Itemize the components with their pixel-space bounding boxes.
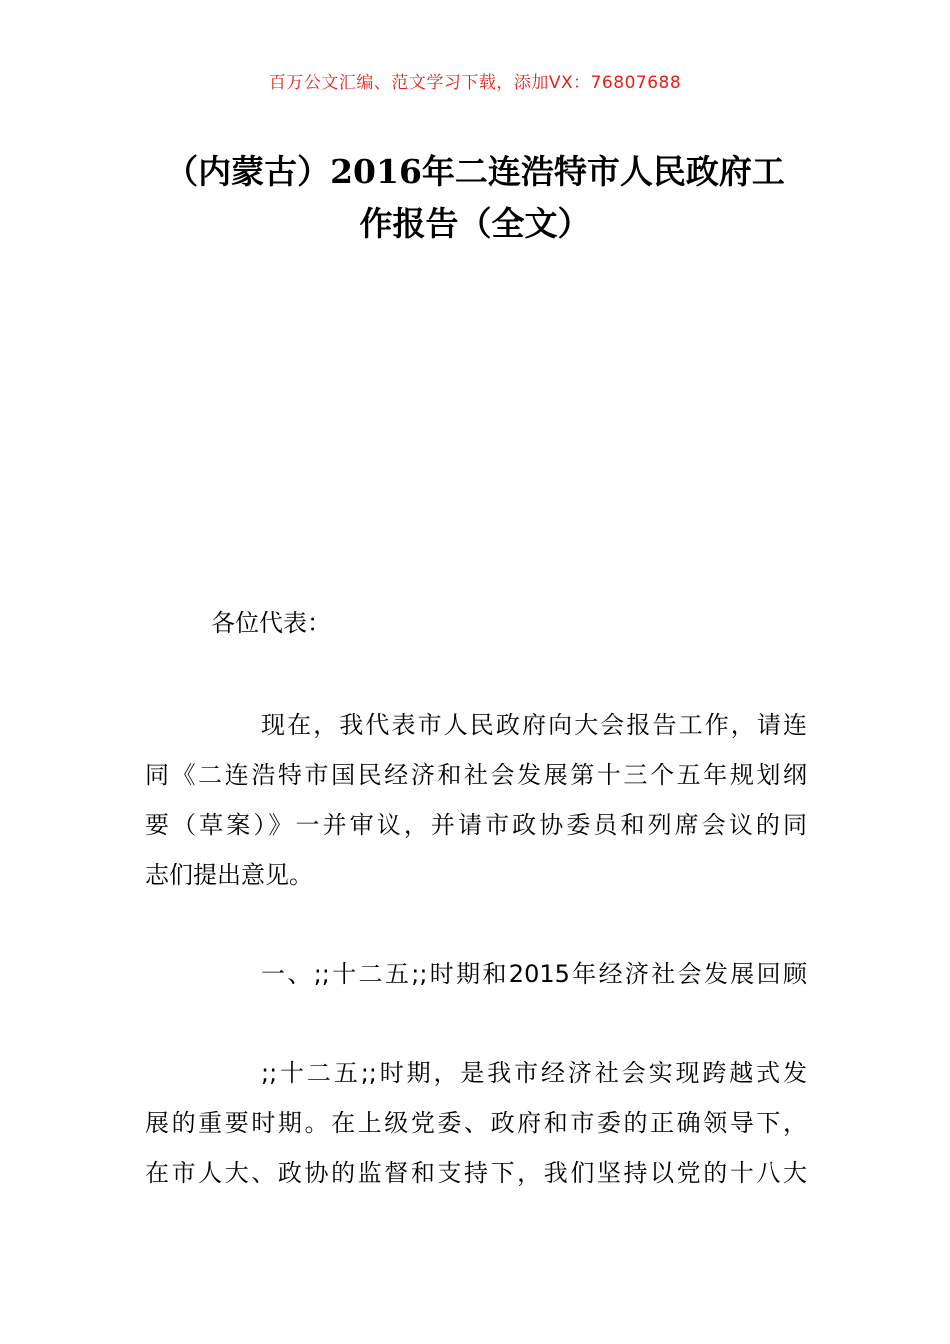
document-title: [145, 146, 805, 250]
paragraph-line: 现在，我代表市人民政府向大会报告工作，请连: [261, 711, 807, 739]
salutation: 各位代表：: [211, 609, 331, 637]
paragraph-review: [145, 1048, 807, 1198]
paragraph-line: 志们提出意见。: [145, 861, 313, 889]
paragraph-line: 同《二连浩特市国民经济和社会发展第十三个五年规划纲: [145, 761, 807, 789]
paragraph-opening: [145, 700, 807, 900]
title-line-2: 作报告（全文）: [359, 204, 591, 243]
title-line-1: （内蒙古）2016年二连浩特市人民政府工: [165, 152, 785, 191]
paragraph-line: 在市人大、政协的监督和支持下，我们坚持以党的十八大: [145, 1159, 807, 1187]
paragraph-line: ;;十二五;;时期，是我市经济社会实现跨越式发: [261, 1059, 807, 1087]
header-contact-note: 百万公文汇编、范文学习下载，添加VX：76807688: [268, 73, 682, 93]
paragraph-line: 要（草案）》一并审议，并请市政协委员和列席会议的同: [145, 811, 807, 839]
paragraph-line: 展的重要时期。在上级党委、政府和市委的正确领导下，: [145, 1109, 807, 1137]
section-heading-text: 一、;;十二五;;时期和2015年经济社会发展回顾: [261, 960, 807, 988]
section-heading: [145, 949, 807, 999]
